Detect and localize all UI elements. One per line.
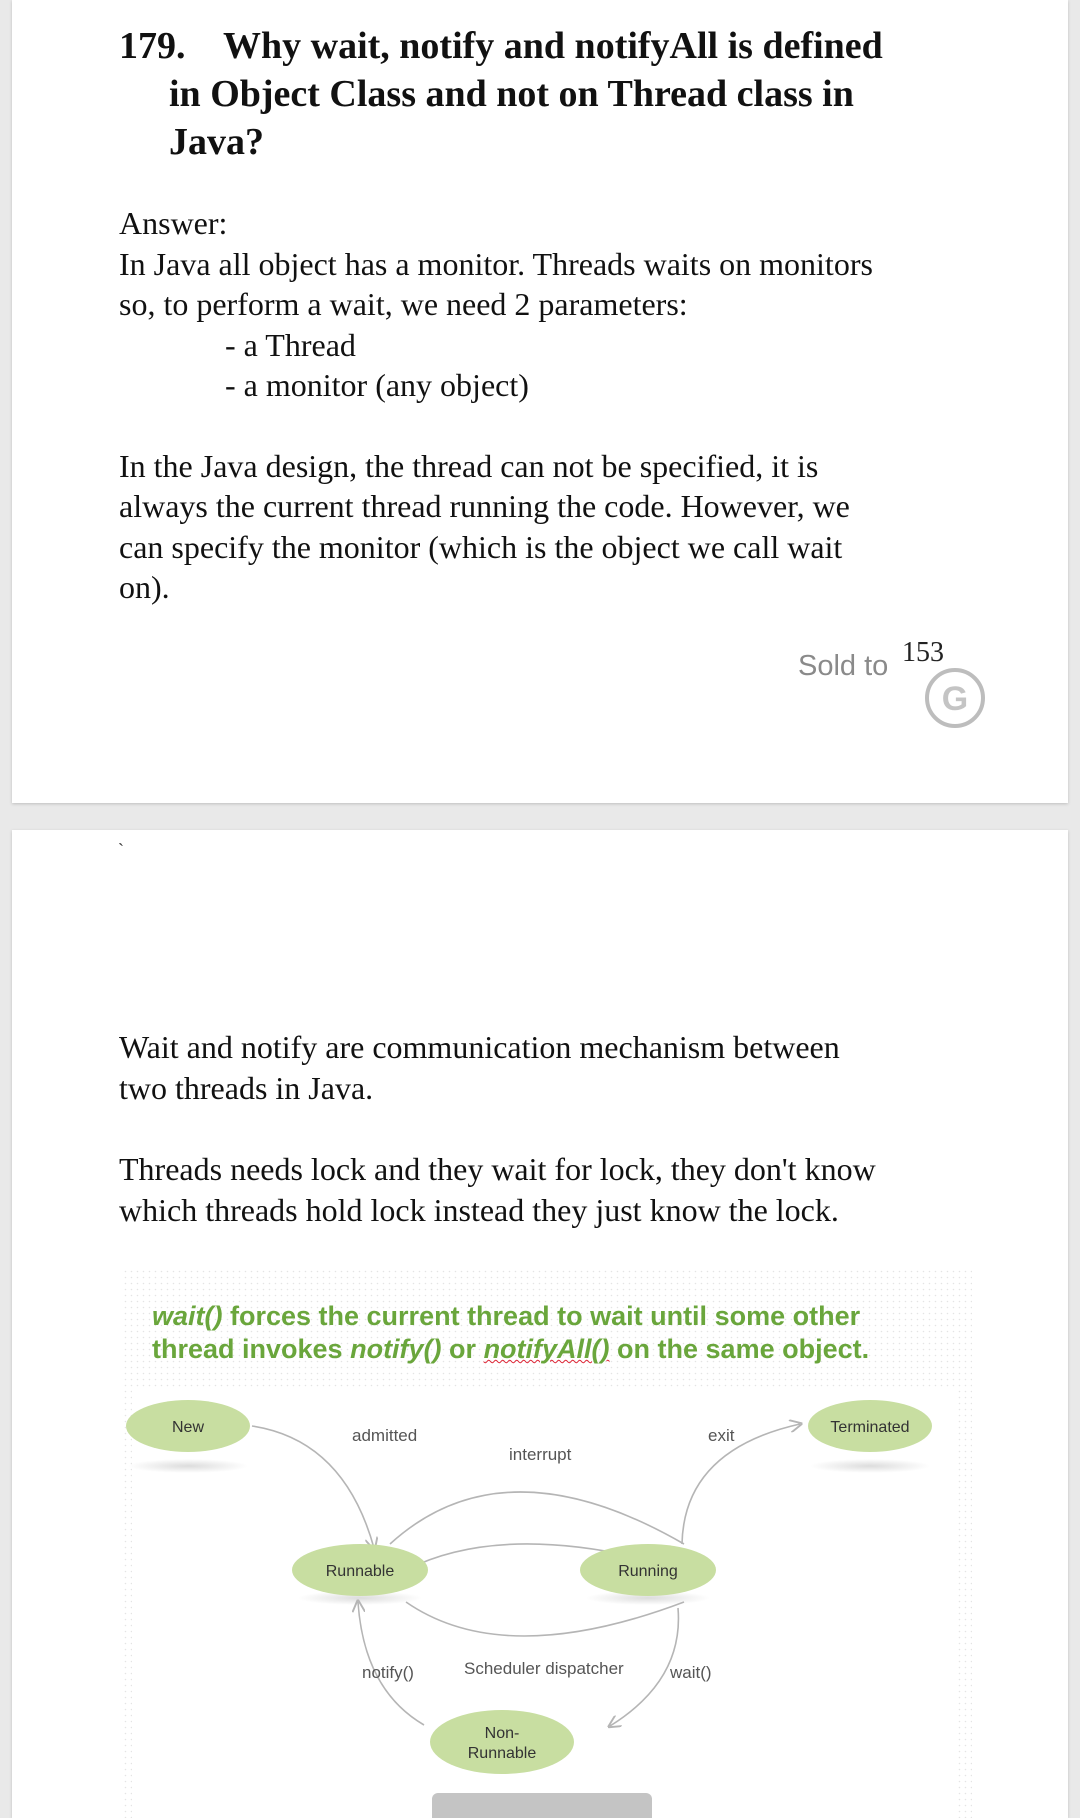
page2-paragraph-2-line-1: Threads needs lock and they wait for lock, they don't know [119, 1151, 876, 1187]
state-terminated-label: Terminated [830, 1419, 910, 1436]
transition-wait-label: wait() [670, 1663, 712, 1682]
question-number: 179. [119, 25, 186, 67]
bullet-thread: - a Thread [225, 327, 356, 363]
state-non-runnable-label-2: Runnable [467, 1745, 537, 1762]
caption-text-3: or [441, 1334, 484, 1364]
question-title-line-3: Java? [169, 121, 264, 163]
page2-paragraph-1-line-2: two threads in Java. [119, 1070, 374, 1106]
state-running-label: Running [618, 1563, 678, 1580]
dispatcher-arrow-1 [406, 1602, 684, 1636]
document-page-1 [12, 0, 1068, 803]
caption-text-1: forces the current thread to wait until some other [222, 1301, 861, 1331]
caption-text-2: thread invokes [152, 1334, 351, 1364]
answer-line-2: so, to perform a wait, we need 2 parameters: [119, 286, 688, 322]
question-title-line-1: Why wait, notify and notifyAll is defined [223, 25, 883, 67]
caption-notifyall-method: notifyAll() [483, 1334, 610, 1364]
page-scrollbar-thumb[interactable] [432, 1793, 652, 1818]
transition-admitted-label: admitted [352, 1426, 418, 1445]
state-non-runnable [430, 1710, 574, 1774]
transition-interrupt-label: interrupt [509, 1445, 572, 1464]
transition-scheduler-label: Scheduler dispatcher [464, 1659, 624, 1678]
exit-arrow [682, 1424, 800, 1544]
page2-paragraph-1-line-1: Wait and notify are communication mechanism between [119, 1029, 840, 1065]
paragraph-2-line-3: can specify the monitor (which is the object we call wait [119, 529, 843, 565]
g-logo-icon [924, 667, 986, 729]
state-new-label: New [171, 1419, 205, 1436]
caption-notify-method: notify() [350, 1334, 442, 1364]
page2-paragraph-2-line-2: which threads hold lock instead they just know the lock. [119, 1192, 839, 1228]
state-non-runnable-label-1: Non- [484, 1725, 520, 1742]
paragraph-2-line-4: on). [119, 569, 170, 605]
transition-exit-label: exit [708, 1426, 735, 1445]
answer-line-1: In Java all object has a monitor. Threads waits on monitors [119, 246, 873, 282]
caption-text-4: on the same object. [609, 1334, 870, 1364]
question-title-line-2: in Object Class and not on Thread class in [169, 73, 854, 115]
paragraph-2-line-1: In the Java design, the thread can not be specified, it is [119, 448, 819, 484]
scan-mark: ` [118, 840, 124, 860]
sold-to-watermark: Sold to [798, 650, 889, 682]
state-runnable-label: Runnable [325, 1563, 395, 1580]
interrupt-arc [390, 1492, 684, 1544]
thread-state-figure [124, 1270, 972, 1818]
g-logo-letter: G [941, 680, 969, 718]
figure-caption [152, 1300, 892, 1366]
paragraph-2-line-2: always the current thread running the code. However, we [119, 488, 850, 524]
question-title [119, 22, 979, 166]
caption-wait-method: wait() [152, 1301, 223, 1331]
transition-notify-label: notify() [362, 1663, 414, 1682]
document-page-2 [12, 830, 1068, 1818]
answer-label: Answer: [119, 205, 228, 241]
bullet-monitor: - a monitor (any object) [225, 367, 529, 403]
page-number: 153 [902, 637, 944, 668]
